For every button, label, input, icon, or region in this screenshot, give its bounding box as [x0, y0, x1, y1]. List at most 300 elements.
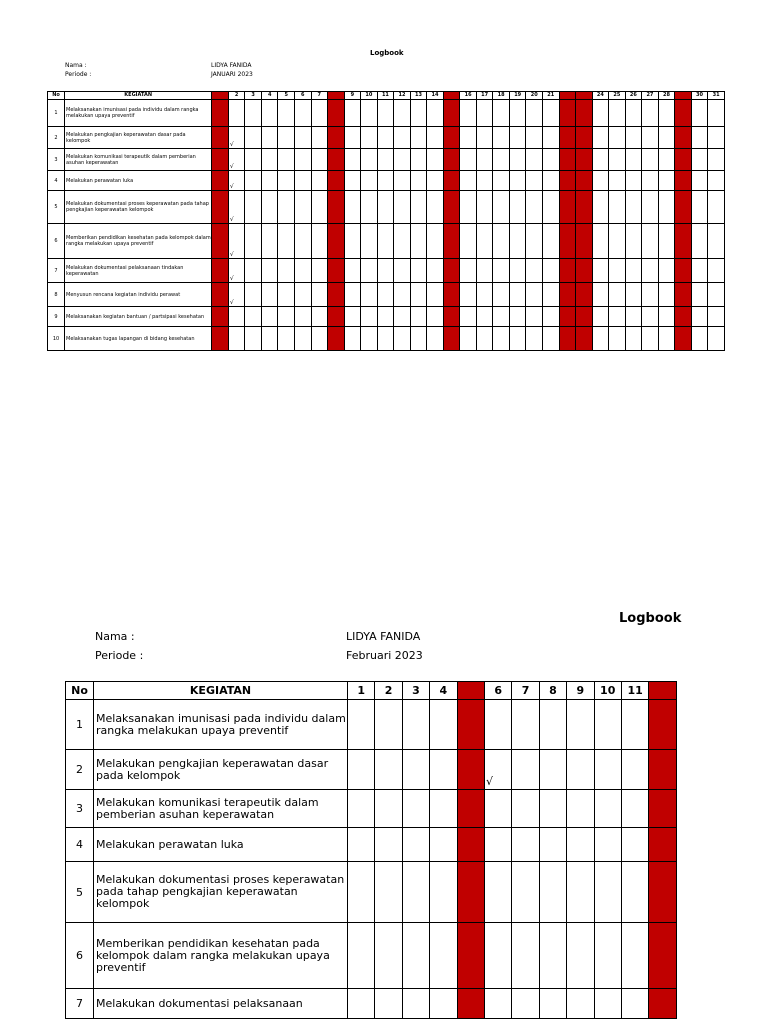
- day-cell: [457, 750, 484, 790]
- day-cell: [261, 327, 278, 351]
- day-cell: [576, 224, 593, 259]
- name-label-february: Nama :: [95, 630, 135, 643]
- day-cell: [245, 327, 262, 351]
- day-cell: [625, 259, 642, 283]
- check-mark-icon: √: [229, 216, 234, 223]
- day-cell: [526, 191, 543, 224]
- day-cell: [443, 307, 460, 327]
- day-cell: [708, 100, 725, 127]
- header-day-11: 11: [621, 682, 648, 700]
- day-cell: [410, 283, 427, 307]
- logbook-table-february: [65, 681, 677, 1019]
- day-cell: [410, 127, 427, 149]
- day-cell: [625, 100, 642, 127]
- day-cell: [675, 327, 692, 351]
- day-cell: [484, 923, 511, 989]
- name-value-february: LIDYA FANIDA: [346, 630, 421, 643]
- day-cell: [567, 828, 594, 862]
- header-no: No: [66, 682, 94, 700]
- day-cell: [526, 100, 543, 127]
- day-cell: [675, 100, 692, 127]
- day-cell: [576, 191, 593, 224]
- day-cell: [295, 100, 312, 127]
- day-cell: [402, 700, 429, 750]
- header-day-1: 1: [348, 682, 375, 700]
- day-cell: [377, 259, 394, 283]
- day-cell: [457, 828, 484, 862]
- day-cell: [559, 191, 576, 224]
- day-cell: [642, 171, 659, 191]
- day-cell: [658, 259, 675, 283]
- day-cell: [708, 283, 725, 307]
- day-cell: [512, 989, 539, 1019]
- row-activity: Melakukan komunikasi terapeutik dalam pemberian asuhan keperawatan: [94, 790, 348, 828]
- day-cell: [377, 171, 394, 191]
- day-cell: [443, 100, 460, 127]
- day-cell: [592, 100, 609, 127]
- day-cell: [430, 790, 457, 828]
- day-cell: [476, 307, 493, 327]
- day-cell: [625, 149, 642, 171]
- table-row: [48, 149, 725, 171]
- day-cell: [509, 283, 526, 307]
- row-number: 4: [66, 828, 94, 862]
- header-day-8: 8: [539, 682, 566, 700]
- day-cell: [430, 989, 457, 1019]
- day-cell: [212, 224, 229, 259]
- day-cell: [245, 307, 262, 327]
- day-cell: [402, 923, 429, 989]
- header-activity: KEGIATAN: [65, 92, 212, 100]
- day-cell: [460, 149, 477, 171]
- header-day-22: 22: [559, 92, 576, 100]
- day-cell: [212, 283, 229, 307]
- day-cell: [649, 750, 676, 790]
- day-cell: [567, 862, 594, 923]
- day-cell: [443, 224, 460, 259]
- row-number: 4: [48, 171, 65, 191]
- header-day-30: 30: [691, 92, 708, 100]
- header-day-19: 19: [509, 92, 526, 100]
- day-cell: [576, 259, 593, 283]
- day-cell: [526, 171, 543, 191]
- row-activity: Melakukan pengkajian keperawatan dasar pada kelompok: [65, 127, 212, 149]
- day-cell: [377, 307, 394, 327]
- header-day-3: 3: [402, 682, 429, 700]
- day-cell: [567, 750, 594, 790]
- row-activity: Melakukan perawatan luka: [65, 171, 212, 191]
- day-cell: [245, 171, 262, 191]
- day-cell: [642, 307, 659, 327]
- header-day-5: 5: [278, 92, 295, 100]
- day-cell: [394, 307, 411, 327]
- day-cell: [594, 923, 621, 989]
- day-cell: [278, 224, 295, 259]
- day-cell: [559, 127, 576, 149]
- day-cell: [512, 700, 539, 750]
- day-cell: [460, 224, 477, 259]
- day-cell: [542, 100, 559, 127]
- day-cell: [328, 224, 345, 259]
- table-row: [48, 191, 725, 224]
- day-cell: [228, 191, 245, 224]
- day-cell: [394, 171, 411, 191]
- day-cell: [542, 171, 559, 191]
- day-cell: [708, 127, 725, 149]
- row-activity: Memberikan pendidikan kesehatan pada kelompok dalam rangka melakukan upaya preventif: [65, 224, 212, 259]
- day-cell: [649, 862, 676, 923]
- day-cell: [394, 100, 411, 127]
- day-cell: [658, 100, 675, 127]
- day-cell: [427, 127, 444, 149]
- day-cell: [484, 790, 511, 828]
- day-cell: [427, 327, 444, 351]
- day-cell: [430, 828, 457, 862]
- day-cell: [443, 127, 460, 149]
- day-cell: [430, 750, 457, 790]
- day-cell: [278, 191, 295, 224]
- day-cell: [460, 307, 477, 327]
- check-mark-icon: √: [485, 775, 493, 788]
- day-cell: [344, 171, 361, 191]
- header-day-26: 26: [625, 92, 642, 100]
- day-cell: [592, 307, 609, 327]
- day-cell: [476, 127, 493, 149]
- day-cell: [509, 171, 526, 191]
- day-cell: [621, 750, 648, 790]
- day-cell: [567, 989, 594, 1019]
- day-cell: [228, 283, 245, 307]
- row-number: 10: [48, 327, 65, 351]
- day-cell: [526, 307, 543, 327]
- day-cell: [344, 327, 361, 351]
- day-cell: [658, 224, 675, 259]
- day-cell: [484, 989, 511, 1019]
- header-day-6: 6: [295, 92, 312, 100]
- row-number: 2: [48, 127, 65, 149]
- logbook-title-january: Logbook: [370, 49, 404, 57]
- day-cell: [402, 790, 429, 828]
- day-cell: [576, 127, 593, 149]
- day-cell: [427, 171, 444, 191]
- day-cell: [228, 100, 245, 127]
- day-cell: [625, 171, 642, 191]
- day-cell: [245, 259, 262, 283]
- day-cell: [509, 259, 526, 283]
- table-row: [48, 327, 725, 351]
- day-cell: [394, 191, 411, 224]
- table-row: [48, 259, 725, 283]
- row-number: 3: [48, 149, 65, 171]
- day-cell: [394, 127, 411, 149]
- table-row: [66, 700, 677, 750]
- header-day-2: 2: [228, 92, 245, 100]
- day-cell: [311, 149, 328, 171]
- table-row: [48, 171, 725, 191]
- row-number: 5: [48, 191, 65, 224]
- day-cell: [649, 828, 676, 862]
- day-cell: [609, 127, 626, 149]
- day-cell: [567, 790, 594, 828]
- day-cell: [460, 171, 477, 191]
- day-cell: [609, 100, 626, 127]
- day-cell: [311, 171, 328, 191]
- day-cell: [559, 171, 576, 191]
- day-cell: [592, 191, 609, 224]
- day-cell: [542, 307, 559, 327]
- day-cell: [493, 191, 510, 224]
- day-cell: [476, 259, 493, 283]
- day-cell: [212, 327, 229, 351]
- day-cell: [493, 259, 510, 283]
- day-cell: [348, 862, 375, 923]
- day-cell: [394, 224, 411, 259]
- day-cell: [708, 149, 725, 171]
- day-cell: [658, 327, 675, 351]
- check-mark-icon: √: [229, 141, 234, 148]
- day-cell: [509, 224, 526, 259]
- day-cell: [344, 100, 361, 127]
- day-cell: [691, 283, 708, 307]
- day-cell: [443, 191, 460, 224]
- day-cell: [311, 283, 328, 307]
- day-cell: [427, 307, 444, 327]
- day-cell: [691, 149, 708, 171]
- day-cell: [526, 259, 543, 283]
- day-cell: [427, 191, 444, 224]
- header-day-15: 15: [443, 92, 460, 100]
- check-mark-icon: √: [229, 275, 234, 282]
- day-cell: [675, 259, 692, 283]
- day-cell: [576, 327, 593, 351]
- day-cell: [559, 283, 576, 307]
- day-cell: [658, 283, 675, 307]
- day-cell: [625, 307, 642, 327]
- day-cell: [410, 100, 427, 127]
- table-row: [48, 127, 725, 149]
- day-cell: [377, 327, 394, 351]
- day-cell: [375, 828, 402, 862]
- day-cell: [410, 191, 427, 224]
- header-day-29: 29: [675, 92, 692, 100]
- name-label-january: Nama :: [65, 62, 87, 69]
- day-cell: [430, 700, 457, 750]
- day-cell: [542, 127, 559, 149]
- day-cell: [509, 327, 526, 351]
- day-cell: [457, 989, 484, 1019]
- day-cell: [278, 100, 295, 127]
- header-day-7: 7: [311, 92, 328, 100]
- day-cell: [691, 100, 708, 127]
- day-cell: [430, 923, 457, 989]
- day-cell: [512, 790, 539, 828]
- day-cell: [311, 191, 328, 224]
- day-cell: [691, 307, 708, 327]
- day-cell: [410, 224, 427, 259]
- table-row: [48, 100, 725, 127]
- day-cell: [295, 171, 312, 191]
- day-cell: [675, 171, 692, 191]
- day-cell: [311, 127, 328, 149]
- day-cell: [394, 283, 411, 307]
- table-row: [66, 989, 677, 1019]
- day-cell: [621, 862, 648, 923]
- day-cell: [212, 259, 229, 283]
- day-cell: [539, 790, 566, 828]
- day-cell: [261, 259, 278, 283]
- period-value-january: JANUARI 2023: [211, 71, 253, 78]
- day-cell: [642, 259, 659, 283]
- day-cell: [592, 327, 609, 351]
- header-day-16: 16: [460, 92, 477, 100]
- day-cell: [642, 191, 659, 224]
- check-mark-icon: √: [229, 299, 234, 306]
- day-cell: [328, 283, 345, 307]
- header-day-10: 10: [594, 682, 621, 700]
- day-cell: [576, 149, 593, 171]
- day-cell: [539, 923, 566, 989]
- period-value-february: Februari 2023: [346, 649, 423, 662]
- day-cell: [567, 923, 594, 989]
- day-cell: [493, 327, 510, 351]
- day-cell: [361, 283, 378, 307]
- day-cell: [402, 750, 429, 790]
- day-cell: [576, 171, 593, 191]
- day-cell: [377, 149, 394, 171]
- day-cell: [344, 127, 361, 149]
- row-activity: Melakukan dokumentasi proses keperawatan pada tahap pengkajian keperawatan kelompok: [94, 862, 348, 923]
- day-cell: [228, 327, 245, 351]
- header-day-2: 2: [375, 682, 402, 700]
- header-day-17: 17: [476, 92, 493, 100]
- day-cell: [311, 327, 328, 351]
- row-number: 7: [66, 989, 94, 1019]
- header-day-13: 13: [410, 92, 427, 100]
- day-cell: [377, 127, 394, 149]
- header-day-11: 11: [377, 92, 394, 100]
- day-cell: [344, 259, 361, 283]
- day-cell: [708, 307, 725, 327]
- day-cell: [295, 127, 312, 149]
- day-cell: [559, 307, 576, 327]
- day-cell: [394, 149, 411, 171]
- day-cell: [542, 283, 559, 307]
- header-day-3: 3: [245, 92, 262, 100]
- day-cell: [375, 750, 402, 790]
- day-cell: [377, 100, 394, 127]
- day-cell: [576, 307, 593, 327]
- row-activity: Melaksanakan tugas lapangan di bidang kesehatan: [65, 327, 212, 351]
- day-cell: [621, 923, 648, 989]
- header-day-8: 8: [328, 92, 345, 100]
- day-cell: [493, 149, 510, 171]
- day-cell: [691, 191, 708, 224]
- day-cell: [594, 790, 621, 828]
- day-cell: [344, 191, 361, 224]
- day-cell: [295, 327, 312, 351]
- day-cell: [228, 127, 245, 149]
- day-cell: [228, 259, 245, 283]
- day-cell: [443, 327, 460, 351]
- day-cell: [625, 283, 642, 307]
- day-cell: [410, 327, 427, 351]
- day-cell: [443, 171, 460, 191]
- day-cell: [526, 327, 543, 351]
- day-cell: [427, 100, 444, 127]
- day-cell: [311, 259, 328, 283]
- day-cell: [348, 923, 375, 989]
- day-cell: [245, 100, 262, 127]
- row-number: 3: [66, 790, 94, 828]
- day-cell: [375, 989, 402, 1019]
- day-cell: [675, 191, 692, 224]
- day-cell: [457, 790, 484, 828]
- day-cell: [295, 149, 312, 171]
- day-cell: [261, 224, 278, 259]
- day-cell: [609, 259, 626, 283]
- day-cell: [328, 307, 345, 327]
- day-cell: [649, 790, 676, 828]
- day-cell: [377, 283, 394, 307]
- header-day-14: 14: [427, 92, 444, 100]
- day-cell: [708, 327, 725, 351]
- day-cell: [344, 307, 361, 327]
- day-cell: [592, 283, 609, 307]
- header-day-21: 21: [542, 92, 559, 100]
- day-cell: [592, 149, 609, 171]
- day-cell: [675, 149, 692, 171]
- day-cell: [559, 327, 576, 351]
- day-cell: [691, 259, 708, 283]
- day-cell: [361, 307, 378, 327]
- day-cell: [539, 750, 566, 790]
- day-cell: [609, 224, 626, 259]
- day-cell: [539, 828, 566, 862]
- day-cell: [509, 100, 526, 127]
- day-cell: [642, 127, 659, 149]
- day-cell: [542, 191, 559, 224]
- day-cell: [361, 127, 378, 149]
- day-cell: [212, 307, 229, 327]
- day-cell: [691, 171, 708, 191]
- check-mark-icon: √: [229, 183, 234, 190]
- day-cell: [427, 224, 444, 259]
- check-mark-icon: √: [229, 251, 234, 258]
- day-cell: [410, 307, 427, 327]
- header-day-10: 10: [361, 92, 378, 100]
- table-row: [66, 790, 677, 828]
- day-cell: [245, 127, 262, 149]
- day-cell: [539, 989, 566, 1019]
- day-cell: [443, 259, 460, 283]
- day-cell: [592, 259, 609, 283]
- day-cell: [526, 127, 543, 149]
- day-cell: [295, 259, 312, 283]
- day-cell: [476, 191, 493, 224]
- day-cell: [460, 100, 477, 127]
- day-cell: [559, 149, 576, 171]
- day-cell: [361, 327, 378, 351]
- day-cell: [394, 259, 411, 283]
- day-cell: [609, 283, 626, 307]
- day-cell: [642, 224, 659, 259]
- day-cell: [476, 283, 493, 307]
- day-cell: [621, 828, 648, 862]
- day-cell: [691, 224, 708, 259]
- day-cell: [512, 750, 539, 790]
- day-cell: [348, 700, 375, 750]
- row-number: 2: [66, 750, 94, 790]
